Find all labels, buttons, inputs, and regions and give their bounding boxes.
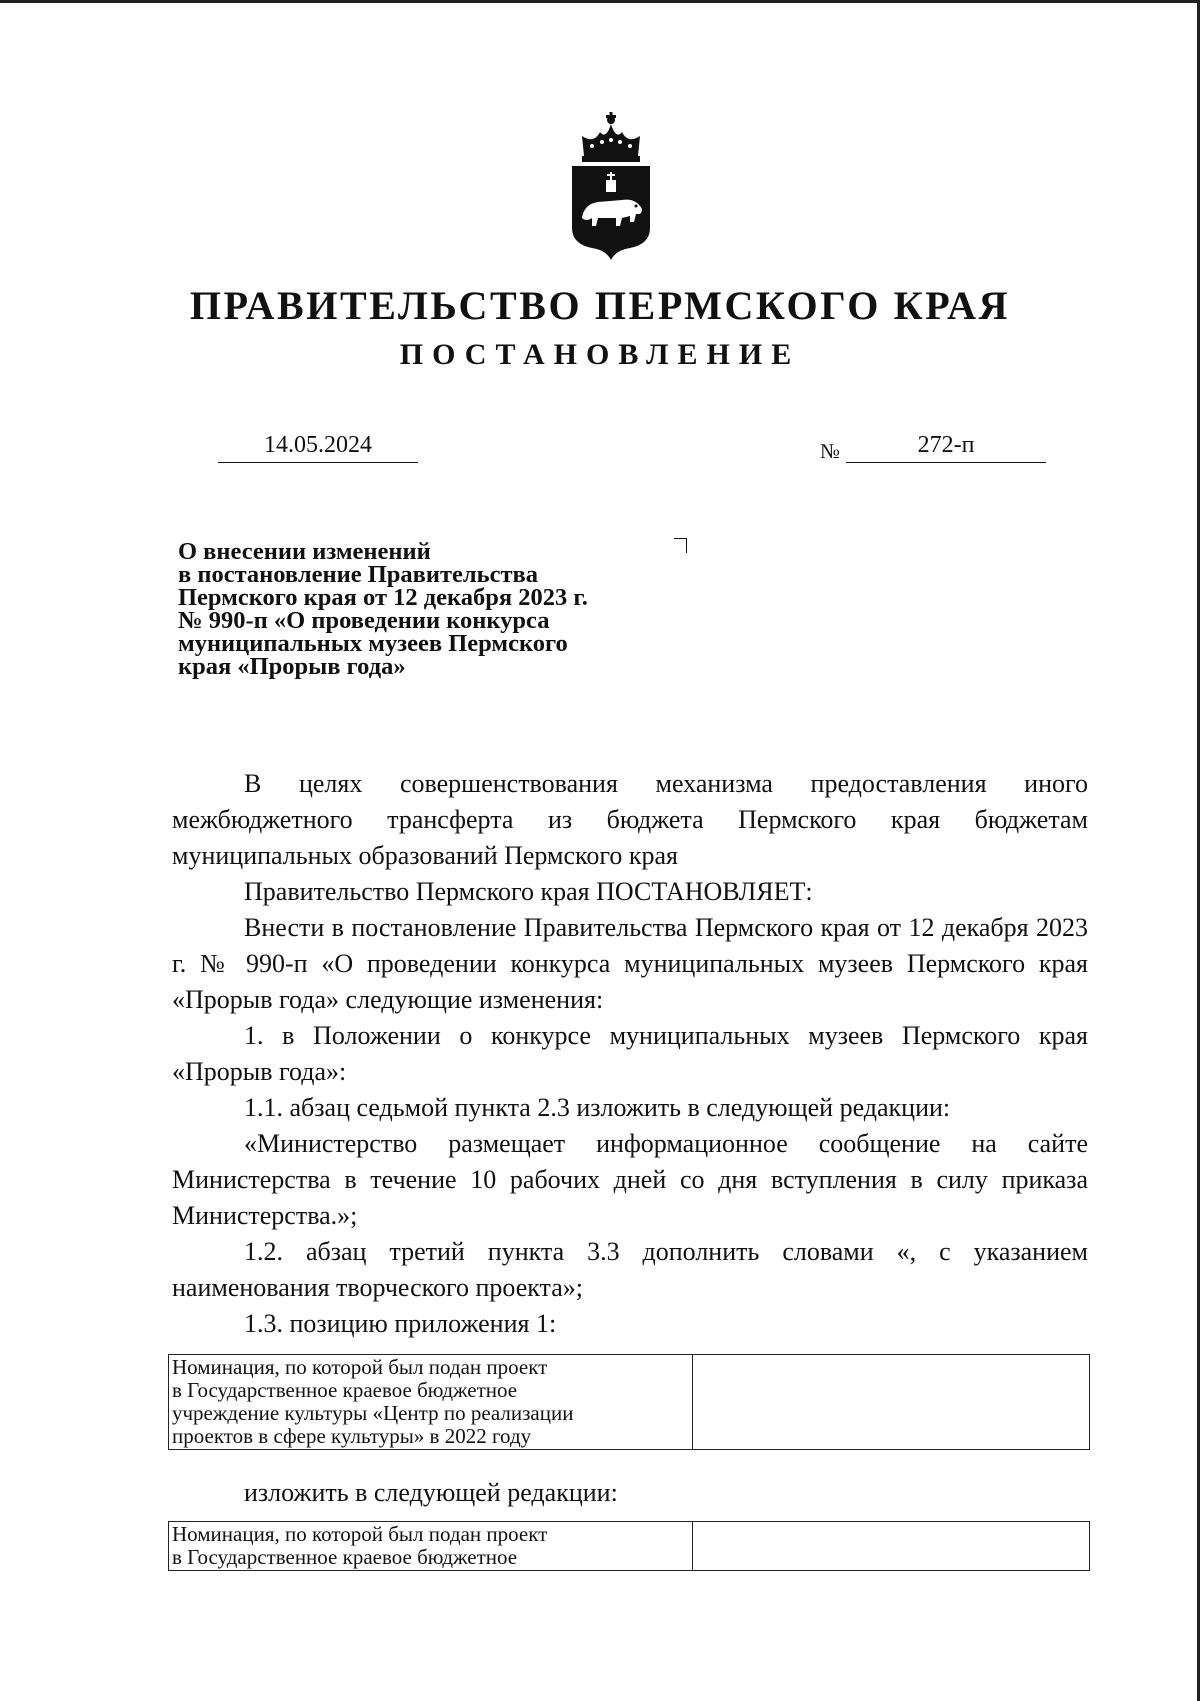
table-row: [169, 1522, 1090, 1571]
number-sign: №: [820, 439, 841, 463]
paragraph: 1. в Положении о конкурсе муниципальных музеев Пермского края «Прорыв года»:: [172, 1021, 1088, 1086]
table-row: [169, 1355, 1090, 1450]
old-position-table: [168, 1354, 1090, 1450]
subject-line: в постановление Правительства: [178, 561, 538, 588]
table-cell-empty: [693, 1355, 1090, 1450]
paragraph: 1.1. абзац седьмой пункта 2.3 изложить в следующей редакции:: [244, 1093, 951, 1122]
paragraph: В целях совершенствования механизма предоставления иного межбюджетного трансферта из бюджета Пермского края бюджетам муниципальных образований Пермского края: [172, 769, 1088, 870]
paragraph: Правительство Пермского края ПОСТАНОВЛЯЕТ:: [244, 877, 813, 906]
subject-line: Пермского края от 12 декабря 2023 г.: [178, 584, 588, 611]
paragraph: 1.2. абзац третий пункта 3.3 дополнить словами «, с указанием наименования творческого проекта»;: [172, 1237, 1088, 1302]
subject-corner-mark: [674, 538, 687, 553]
cell-line: проектов в сфере культуры» в 2022 году: [172, 1424, 532, 1448]
document-type: ПОСТАНОВЛЕНИЕ: [399, 338, 801, 371]
subject-line: О внесении изменений: [178, 538, 431, 565]
subject-line: муниципальных музеев Пермского: [178, 630, 568, 657]
cell-line: Номинация, по которой был подан проект: [172, 1522, 548, 1546]
paragraph: «Министерство размещает информационное сообщение на сайте Министерства в течение 10 рабочих дней со дня вступления в силу приказа Министерства.»;: [172, 1129, 1088, 1230]
scan-edge-top: [0, 0, 1200, 3]
organization-title: ПРАВИТЕЛЬСТВО ПЕРМСКОГО КРАЯ: [189, 283, 1011, 328]
document-number: 272-п: [846, 430, 1046, 463]
paragraph: Внести в постановление Правительства Пермского края от 12 декабря 2023 г. № 990-п «О проведении конкурса муниципальных музеев Пермского края «Прорыв года» следующие изменения:: [172, 913, 1088, 1014]
new-position-table: [168, 1521, 1090, 1571]
cell-line: Номинация, по которой был подан проект: [172, 1355, 548, 1379]
subject-line: края «Прорыв года»: [178, 653, 406, 680]
table-cell: [169, 1355, 693, 1450]
cell-line: в Государственное краевое бюджетное: [172, 1378, 518, 1402]
paragraph: 1.3. позицию приложения 1:: [244, 1309, 557, 1338]
coat-of-arms-icon: [564, 110, 658, 262]
table-cell: [169, 1522, 693, 1571]
document-date: 14.05.2024: [218, 430, 418, 463]
subject-line: № 990-п «О проведении конкурса: [178, 607, 550, 634]
cell-line: в Государственное краевое бюджетное: [172, 1545, 518, 1569]
document-subject: [178, 540, 678, 678]
document-body: [172, 766, 1088, 1342]
cell-line: учреждение культуры «Центр по реализации: [172, 1401, 574, 1425]
table-cell-empty: [693, 1522, 1090, 1571]
after-table-text: изложить в следующей редакции:: [244, 1478, 618, 1507]
